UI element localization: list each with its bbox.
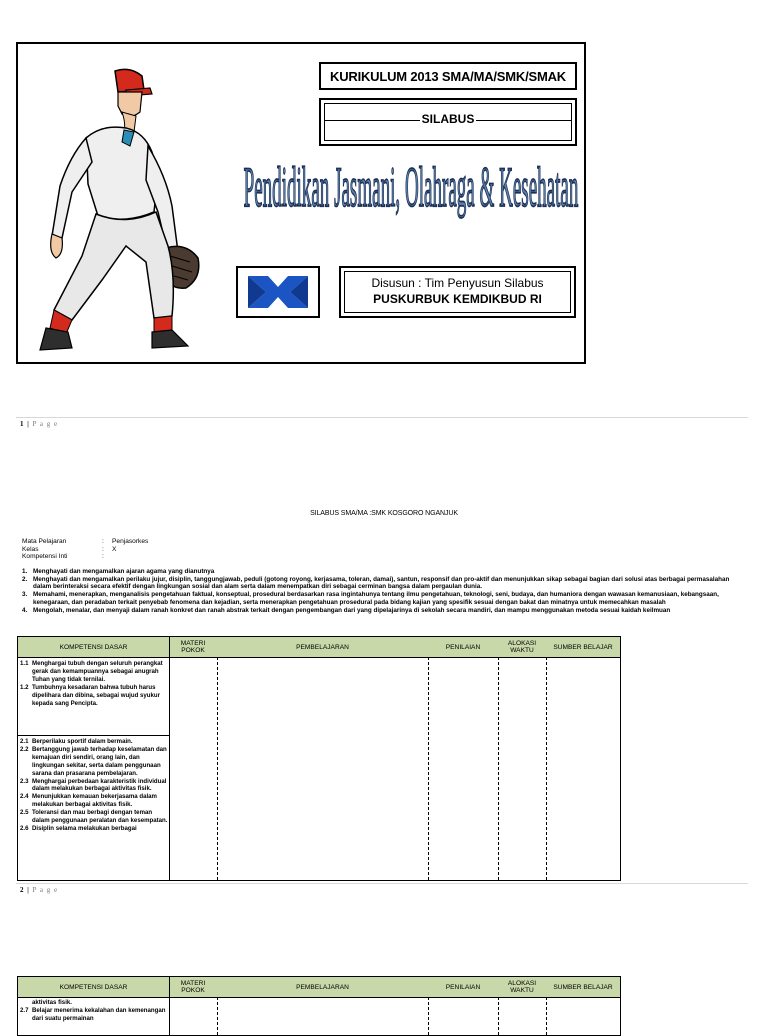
header-kompetensi-dasar: KOMPETENSI DASAR xyxy=(59,643,128,651)
list-item: 2.7 Belajar menerima kekalahan dan kemenangan dari suatu permainan xyxy=(20,1006,166,1022)
list-item: 2.5 Toleransi dan mau berbagi dengan teman dalam penggunaan peralatan dan kesempatan. xyxy=(20,809,168,825)
list-item: 2.6 Disiplin selama melakukan berbagai xyxy=(20,824,137,832)
baseball-player-illustration xyxy=(30,66,205,351)
syllabus-table xyxy=(17,636,621,881)
curriculum-box xyxy=(319,62,577,90)
author-line: Disusun : Tim Penyusun Silabus xyxy=(371,276,544,290)
column-divider xyxy=(217,657,218,880)
column-divider xyxy=(217,997,218,1035)
header-materi-pokok: MATERI POKOK xyxy=(180,980,206,994)
silabus-label: SILABUS xyxy=(421,112,475,126)
ki-item: kenegaraan, dan peradaban terkait penyebab fenomena dan kejadian, serta menerapkan pengetahuan prosedural pada bidang kajian yang spesifik sesuai dengan bakat dan minatnya untuk memecahkan masalah xyxy=(33,598,666,606)
header-alokasi-waktu: ALOKASI WAKTU xyxy=(507,980,537,994)
subject-meta xyxy=(22,538,148,561)
header-sumber-belajar: SUMBER BELAJAR xyxy=(553,983,613,991)
table-header xyxy=(18,977,620,998)
column-divider xyxy=(169,977,170,1035)
ki-item: 4. Mengolah, menalar, dan menyaji dalam ranah konkret dan ranah abstrak terkait dengan pengembangan dari yang dipelajarinya di sekolah secara mandiri, dan mampu menggunakan metoda sesuai kaidah keilmuan xyxy=(22,606,671,614)
author-box xyxy=(339,266,576,318)
column-divider xyxy=(169,637,170,880)
row-divider xyxy=(18,735,169,736)
page-number: 2 | P a g e xyxy=(20,886,59,894)
list-item: 1.1 Menghargai tubuh dengan seluruh perangkat gerak dan kemampuannya sebagai anugrah Tuhan yang tidak ternilai. xyxy=(20,660,163,683)
logo-icon xyxy=(238,268,318,316)
kd-group-2 xyxy=(20,738,168,833)
list-item: aktivitas fisik. xyxy=(32,999,72,1006)
document-title: SILABUS SMA/MA :SMK KOSGORO NGANJUK xyxy=(310,510,458,517)
column-divider xyxy=(498,997,499,1035)
silabus-box xyxy=(319,98,577,146)
list-item: 2.2 Bertanggung jawab terhadap keselamatan dan kemajuan diri sendiri, orang lain, dan lingkungan sekitar, serta dalam penggunaan sarana dan prasarana pembelajaran. xyxy=(20,745,167,777)
meta-row: Kompetensi Inti : xyxy=(22,553,104,561)
header-penilaian: PENILAIAN xyxy=(445,983,481,991)
header-sumber-belajar: SUMBER BELAJAR xyxy=(553,643,613,651)
kompetensi-inti-list xyxy=(22,568,744,614)
syllabus-table-continued xyxy=(17,976,621,1036)
meta-row: Kelas : X xyxy=(22,545,117,553)
ki-item: dalam berinteraksi secara efektif dengan lingkungan sosial dan alam serta dalam menempatkan diri sebagai cerminan bangsa dalam pergaulan dunia. xyxy=(33,583,482,591)
subject-title-text: Pendidikan Jasmani, Olahraga & Kesehatan xyxy=(243,156,579,220)
publisher-line: PUSKURBUK KEMDIKBUD RI xyxy=(373,292,542,306)
page-divider xyxy=(16,883,748,884)
list-item: 2.3 Menghargai perbedaan karakteristik individual dalam melakukan berbagai aktivitas fisik. xyxy=(20,777,167,793)
column-divider xyxy=(546,657,547,880)
header-alokasi-waktu: ALOKASI WAKTU xyxy=(507,640,537,654)
curriculum-label: KURIKULUM 2013 SMA/MA/SMK/SMAK xyxy=(330,68,566,84)
header-pembelajaran: PEMBELAJARAN xyxy=(296,643,349,651)
subject-title xyxy=(236,156,586,238)
column-divider xyxy=(546,997,547,1035)
page-number: 1 | P a g e xyxy=(20,420,59,428)
ki-item: 2. Menghayati dan mengamalkan perilaku jujur, disiplin, tanggungjawab, peduli (gotong royong, kerjasama, toleran, damai), santun, responsif dan pro-aktif dan menunjukkan sikap sebagai bagian dari solusi atas berbagai permasalahan xyxy=(22,575,730,583)
header-penilaian: PENILAIAN xyxy=(445,643,481,651)
ki-item: 3. Memahami, menerapkan, menganalisis pengetahuan faktual, konseptual, prosedural berdasarkan rasa ingintahunya tentang ilmu pengetahuan, teknologi, seni, budaya, dan humaniora dengan wawasan kemanusiaan, kebangsaan, xyxy=(22,591,719,599)
column-divider xyxy=(428,997,429,1035)
header-materi-pokok: MATERI POKOK xyxy=(180,640,206,654)
kd-group-continued xyxy=(20,999,168,1023)
meta-row: Mata Pelajaran : Penjasorkes xyxy=(22,538,149,545)
publisher-logo-box xyxy=(236,266,320,318)
list-item: 2.1 Berperilaku sportif dalam bermain. xyxy=(20,738,133,745)
header-kompetensi-dasar: KOMPETENSI DASAR xyxy=(59,983,128,991)
header-pembelajaran: PEMBELAJARAN xyxy=(296,983,349,991)
list-item: 1.2 Tumbuhnya kesadaran bahwa tubuh harus dipelihara dan dibina, sebagai wujud syukur kepada sang Pencipta. xyxy=(20,683,160,707)
kd-group-1 xyxy=(20,660,168,707)
cover-frame xyxy=(16,42,586,364)
column-divider xyxy=(428,657,429,880)
list-item: 2.4 Menunjukkan kemauan bekerjasama dalam melakukan berbagai aktivitas fisik. xyxy=(20,793,157,809)
table-header xyxy=(18,637,620,658)
ki-item: 1. Menghayati dan mengamalkan ajaran agama yang dianutnya xyxy=(22,568,215,575)
column-divider xyxy=(498,657,499,880)
page-divider xyxy=(16,417,748,418)
